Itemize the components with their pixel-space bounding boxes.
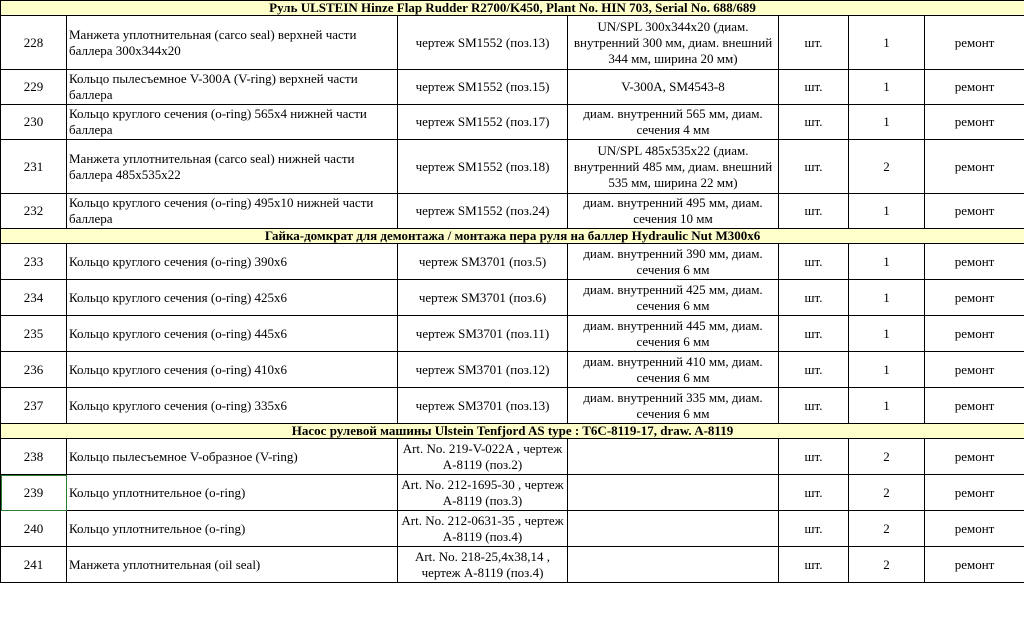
quantity-cell[interactable]: 1	[849, 16, 925, 70]
spec-cell[interactable]: диам. внутренний 565 мм, диам. сечения 4 мм	[568, 105, 779, 140]
table-row	[1, 140, 1024, 194]
item-name-cell[interactable]: Кольцо уплотнительное (o-ring)	[67, 511, 398, 547]
quantity-cell[interactable]: 2	[849, 140, 925, 194]
section-title[interactable]: Гайка-домкрат для демонтажа / монтажа пера руля на баллер Hydraulic Nut M300x6	[1, 229, 1024, 244]
note-cell[interactable]: ремонт	[925, 16, 1024, 70]
row-number-cell[interactable]: 228	[1, 16, 67, 70]
quantity-cell[interactable]: 1	[849, 316, 925, 352]
item-name-cell[interactable]: Кольцо круглого сечения (o-ring) 425х6	[67, 280, 398, 316]
note-cell[interactable]: ремонт	[925, 105, 1024, 140]
spec-cell[interactable]: диам. внутренний 495 мм, диам. сечения 10 мм	[568, 194, 779, 229]
quantity-cell[interactable]: 1	[849, 244, 925, 280]
unit-cell[interactable]: шт.	[779, 105, 849, 140]
table-row	[1, 280, 1024, 316]
item-name-cell[interactable]: Кольцо пылесъемное V-образное (V-ring)	[67, 439, 398, 475]
unit-cell[interactable]: шт.	[779, 388, 849, 424]
quantity-cell[interactable]: 1	[849, 105, 925, 140]
note-cell[interactable]: ремонт	[925, 194, 1024, 229]
note-cell[interactable]: ремонт	[925, 352, 1024, 388]
item-name-cell[interactable]: Кольцо уплотнительное (o-ring)	[67, 475, 398, 511]
drawing-cell[interactable]: Art. No. 219-V-022A , чертеж A-8119 (поз.2)	[398, 439, 568, 475]
quantity-cell[interactable]: 1	[849, 70, 925, 105]
drawing-cell[interactable]: Art. No. 218-25,4x38,14 , чертеж A-8119 (поз.4)	[398, 547, 568, 583]
quantity-cell[interactable]: 2	[849, 511, 925, 547]
spec-cell[interactable]	[568, 475, 779, 511]
quantity-cell[interactable]: 1	[849, 352, 925, 388]
section-title[interactable]: Руль ULSTEIN Hinze Flap Rudder R2700/K450, Plant No. HIN 703, Serial No. 688/689	[1, 1, 1024, 16]
item-name-cell[interactable]: Кольцо круглого сечения (o-ring) 445х6	[67, 316, 398, 352]
table-row	[1, 439, 1024, 475]
item-name-cell[interactable]: Кольцо круглого сечения (o-ring) 335х6	[67, 388, 398, 424]
row-number-cell[interactable]: 238	[1, 439, 67, 475]
row-number-cell[interactable]: 237	[1, 388, 67, 424]
unit-cell[interactable]: шт.	[779, 352, 849, 388]
item-name-cell[interactable]: Кольцо круглого сечения (o-ring) 390х6	[67, 244, 398, 280]
section-title[interactable]: Насос рулевой машины Ulstein Tenfjord AS type : T6C-8119-17, draw. A-8119	[1, 424, 1024, 439]
quantity-cell[interactable]: 1	[849, 194, 925, 229]
row-number-cell[interactable]: 241	[1, 547, 67, 583]
spec-cell[interactable]	[568, 439, 779, 475]
row-number-cell[interactable]: 232	[1, 194, 67, 229]
drawing-cell[interactable]: чертеж SM3701 (поз.12)	[398, 352, 568, 388]
unit-cell[interactable]: шт.	[779, 439, 849, 475]
spec-cell[interactable]	[568, 511, 779, 547]
note-cell[interactable]: ремонт	[925, 475, 1024, 511]
spec-cell[interactable]: UN/SPL 300x344x20 (диам. внутренний 300 мм, диам. внешний 344 мм, ширина 20 мм)	[568, 16, 779, 70]
table-row	[1, 16, 1024, 70]
item-name-cell[interactable]: Кольцо круглого сечения (o-ring) 495х10 нижней части баллера	[67, 194, 398, 229]
drawing-cell[interactable]: чертеж SM1552 (поз.13)	[398, 16, 568, 70]
drawing-cell[interactable]: чертеж SM3701 (поз.6)	[398, 280, 568, 316]
row-number-cell[interactable]: 233	[1, 244, 67, 280]
selected-row-number-cell[interactable]: 239	[1, 475, 67, 511]
spec-cell[interactable]: диам. внутренний 335 мм, диам. сечения 6 мм	[568, 388, 779, 424]
item-name-cell[interactable]: Кольцо пылесъемное V-300A (V-ring) верхней части баллера	[67, 70, 398, 105]
drawing-cell[interactable]: чертеж SM1552 (поз.18)	[398, 140, 568, 194]
table-row	[1, 105, 1024, 140]
note-cell[interactable]: ремонт	[925, 316, 1024, 352]
unit-cell[interactable]: шт.	[779, 244, 849, 280]
spec-cell[interactable]: диам. внутренний 390 мм, диам. сечения 6 мм	[568, 244, 779, 280]
note-cell[interactable]: ремонт	[925, 140, 1024, 194]
row-number-cell[interactable]: 234	[1, 280, 67, 316]
drawing-cell[interactable]: чертеж SM1552 (поз.17)	[398, 105, 568, 140]
drawing-cell[interactable]: чертеж SM3701 (поз.11)	[398, 316, 568, 352]
unit-cell[interactable]: шт.	[779, 547, 849, 583]
note-cell[interactable]: ремонт	[925, 547, 1024, 583]
quantity-cell[interactable]: 1	[849, 388, 925, 424]
note-cell[interactable]: ремонт	[925, 280, 1024, 316]
drawing-cell[interactable]: чертеж SM3701 (поз.5)	[398, 244, 568, 280]
unit-cell[interactable]: шт.	[779, 70, 849, 105]
row-number-cell[interactable]: 229	[1, 70, 67, 105]
spec-cell[interactable]: UN/SPL 485x535x22 (диам. внутренний 485 мм, диам. внешний 535 мм, ширина 22 мм)	[568, 140, 779, 194]
note-cell[interactable]: ремонт	[925, 511, 1024, 547]
row-number-cell[interactable]: 235	[1, 316, 67, 352]
section-header-row	[1, 229, 1024, 244]
unit-cell[interactable]: шт.	[779, 16, 849, 70]
unit-cell[interactable]: шт.	[779, 280, 849, 316]
quantity-cell[interactable]: 1	[849, 280, 925, 316]
item-name-cell[interactable]: Манжета уплотнительная (carco seal) нижней части баллера 485х535х22	[67, 140, 398, 194]
item-name-cell[interactable]: Кольцо круглого сечения (o-ring) 410х6	[67, 352, 398, 388]
item-name-cell[interactable]: Кольцо круглого сечения (o-ring) 565х4 нижней части баллера	[67, 105, 398, 140]
section-header-row	[1, 1, 1024, 16]
drawing-cell[interactable]: чертеж SM3701 (поз.13)	[398, 388, 568, 424]
unit-cell[interactable]: шт.	[779, 194, 849, 229]
table-row	[1, 388, 1024, 424]
spec-cell[interactable]: диам. внутренний 425 мм, диам. сечения 6 мм	[568, 280, 779, 316]
table-row	[1, 316, 1024, 352]
note-cell[interactable]: ремонт	[925, 439, 1024, 475]
quantity-cell[interactable]: 2	[849, 439, 925, 475]
table-row	[1, 194, 1024, 229]
table-row	[1, 511, 1024, 547]
table-row	[1, 475, 1024, 511]
unit-cell[interactable]: шт.	[779, 140, 849, 194]
drawing-cell[interactable]: Art. No. 212-0631-35 , чертеж A-8119 (поз.4)	[398, 511, 568, 547]
note-cell[interactable]: ремонт	[925, 70, 1024, 105]
unit-cell[interactable]: шт.	[779, 511, 849, 547]
table-row	[1, 244, 1024, 280]
note-cell[interactable]: ремонт	[925, 388, 1024, 424]
drawing-cell[interactable]: чертеж SM1552 (поз.15)	[398, 70, 568, 105]
row-number-cell[interactable]: 231	[1, 140, 67, 194]
drawing-cell[interactable]: Art. No. 212-1695-30 , чертеж A-8119 (поз.3)	[398, 475, 568, 511]
item-name-cell[interactable]: Манжета уплотнительная (carco seal) верхней части баллера 300х344х20	[67, 16, 398, 70]
quantity-cell[interactable]: 2	[849, 475, 925, 511]
table-row	[1, 352, 1024, 388]
spec-cell[interactable]: диам. внутренний 445 мм, диам. сечения 6 мм	[568, 316, 779, 352]
table-row	[1, 547, 1024, 583]
note-cell[interactable]: ремонт	[925, 244, 1024, 280]
quantity-cell[interactable]: 2	[849, 547, 925, 583]
item-name-cell[interactable]: Манжета уплотнительная (oil seal)	[67, 547, 398, 583]
spec-cell[interactable]	[568, 547, 779, 583]
unit-cell[interactable]: шт.	[779, 475, 849, 511]
unit-cell[interactable]: шт.	[779, 316, 849, 352]
section-header-row	[1, 424, 1024, 439]
spec-cell[interactable]: V-300A, SM4543-8	[568, 70, 779, 105]
row-number-cell[interactable]: 240	[1, 511, 67, 547]
row-number-cell[interactable]: 236	[1, 352, 67, 388]
spec-cell[interactable]: диам. внутренний 410 мм, диам. сечения 6 мм	[568, 352, 779, 388]
row-number-cell[interactable]: 230	[1, 105, 67, 140]
table-row	[1, 70, 1024, 105]
drawing-cell[interactable]: чертеж SM1552 (поз.24)	[398, 194, 568, 229]
